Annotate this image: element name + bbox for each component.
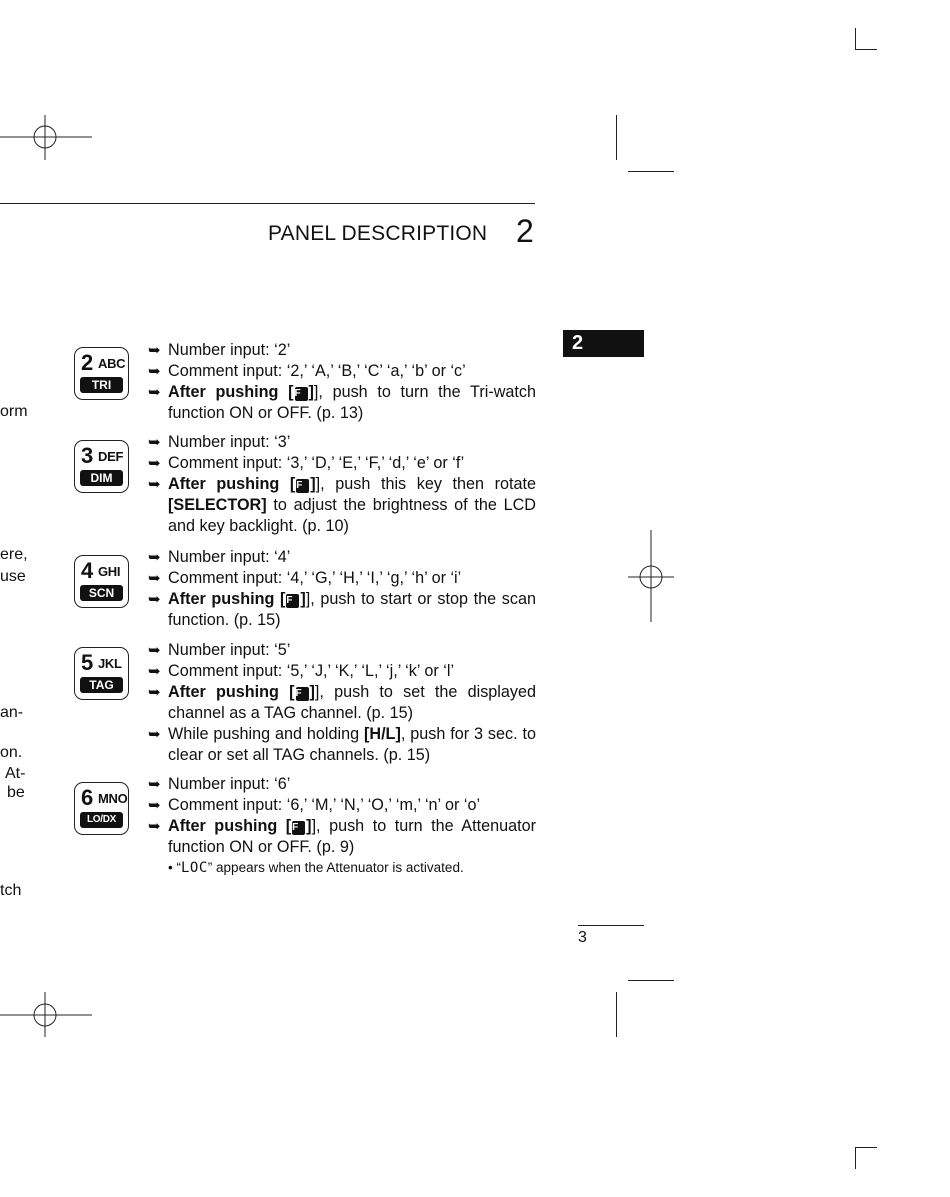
- crop-mark: [855, 49, 877, 50]
- list-item: ➥ After pushing [F ]], push to turn the Tri-watch function ON or OFF. (p. 13): [148, 383, 537, 422]
- crop-mark: [616, 115, 617, 160]
- arrow-bullet-icon: ➥: [148, 818, 161, 835]
- key-2-description: [148, 340, 536, 424]
- arrow-bullet-icon: ➥: [148, 549, 161, 566]
- left-page-fragment: be: [7, 784, 25, 801]
- list-item: ➥ Comment input: ‘4,’ ‘G,’ ‘H,’ ‘I,’ ‘g,’ ‘h’ or ‘i’: [148, 569, 462, 587]
- list-item: ➥ After pushing [F ]], push to set the displayed channel as a TAG channel. (p. 15): [148, 683, 536, 722]
- list-item: ➥ Comment input: ‘2,’ ‘A,’ ‘B,’ ‘C’ ‘a,’ ‘b’ or ‘c’: [148, 362, 466, 380]
- key-function-label: TAG: [80, 677, 123, 693]
- key-digit: 3: [81, 443, 93, 468]
- list-item: ➥ Number input: ‘5’: [148, 641, 291, 659]
- header-rule: [0, 203, 535, 204]
- key-6-description: [148, 774, 536, 878]
- arrow-bullet-icon: ➥: [148, 434, 161, 451]
- arrow-bullet-icon: ➥: [148, 663, 161, 680]
- list-item: ➥ While pushing and holding [H/L], push for 3 sec. to clear or set all TAG channels. (p. 15): [148, 725, 536, 764]
- key-function-label: SCN: [80, 585, 123, 601]
- page-title: PANEL DESCRIPTION: [268, 222, 488, 245]
- crop-mark: [616, 992, 617, 1037]
- key-5-jkl-tag: [74, 647, 129, 700]
- footer-rule: [578, 925, 644, 926]
- arrow-bullet-icon: ➥: [148, 342, 161, 359]
- left-page-fragment: an-: [0, 704, 24, 721]
- list-item: ➥ Number input: ‘3’: [148, 433, 291, 451]
- list-item: ➥ Comment input: ‘5,’ ‘J,’ ‘K,’ ‘L,’ ‘j,’ ‘k’ or ‘l’: [148, 662, 455, 680]
- arrow-bullet-icon: ➥: [148, 684, 161, 701]
- list-item: ➥ Number input: ‘4’: [148, 548, 291, 566]
- arrow-bullet-icon: ➥: [148, 776, 161, 793]
- key-function-label: LO/DX: [80, 812, 123, 828]
- registration-mark: [0, 115, 92, 160]
- f-key-icon: F: [286, 594, 299, 608]
- list-item: ➥ Comment input: ‘6,’ ‘M,’ ‘N,’ ‘O,’ ‘m,’ ‘n’ or ‘o’: [148, 796, 481, 814]
- arrow-bullet-icon: ➥: [148, 476, 161, 493]
- key-digit: 2: [81, 350, 93, 375]
- crop-mark: [855, 28, 856, 50]
- chapter-number: 2: [516, 213, 534, 249]
- list-item: ➥ After pushing [F ]], push to start or stop the scan function. (p. 15): [148, 590, 536, 629]
- registration-mark: [628, 530, 674, 622]
- arrow-bullet-icon: ➥: [148, 726, 161, 743]
- f-key-icon: F: [296, 479, 309, 493]
- chapter-tab: 2: [563, 330, 644, 357]
- arrow-bullet-icon: ➥: [148, 384, 161, 401]
- arrow-bullet-icon: ➥: [148, 455, 161, 472]
- left-page-fragment: tch: [0, 882, 22, 899]
- left-page-fragment: At-: [5, 765, 26, 782]
- attenuator-note: • “LOC” appears when the Attenuator is activated.: [168, 860, 464, 876]
- key-5-description: [148, 640, 536, 766]
- left-page-fragment: ere,: [0, 546, 28, 563]
- key-digit: 6: [81, 785, 93, 810]
- left-page-fragment: use: [0, 568, 26, 585]
- list-item: ➥ After pushing [F ]], push to turn the Attenuator function ON or OFF. (p. 9): [148, 817, 536, 856]
- list-item: ➥ After pushing [F ]], push this key then rotate [SELECTOR] to adjust the brightness of the LCD and key backlight. (p. 10): [148, 475, 536, 535]
- registration-mark: [0, 992, 92, 1037]
- crop-mark: [628, 980, 674, 981]
- page-number: 3: [578, 929, 587, 946]
- lcd-loc-indicator: LOC: [181, 860, 208, 876]
- arrow-bullet-icon: ➥: [148, 642, 161, 659]
- arrow-bullet-icon: ➥: [148, 363, 161, 380]
- key-letters: MNO: [98, 791, 128, 806]
- arrow-bullet-icon: ➥: [148, 570, 161, 587]
- key-6-mno-lodx: [74, 782, 129, 835]
- left-page-fragment: on.: [0, 744, 23, 761]
- key-2-abc-tri: [74, 347, 129, 400]
- arrow-bullet-icon: ➥: [148, 797, 161, 814]
- left-page-fragment: orm: [0, 403, 28, 420]
- list-item: ➥ Number input: ‘6’: [148, 775, 291, 793]
- list-item: ➥ Comment input: ‘3,’ ‘D,’ ‘E,’ ‘F,’ ‘d,’ ‘e’ or ‘f’: [148, 454, 465, 472]
- key-letters: DEF: [98, 449, 124, 464]
- key-4-ghi-scn: [74, 555, 129, 608]
- f-key-icon: F: [292, 821, 305, 835]
- key-4-description: [148, 547, 536, 631]
- key-digit: 4: [81, 558, 93, 583]
- key-letters: ABC: [98, 356, 126, 371]
- arrow-bullet-icon: ➥: [148, 591, 161, 608]
- f-key-icon: F: [296, 687, 309, 701]
- list-item: ➥ Number input: ‘2’: [148, 341, 291, 359]
- crop-mark: [628, 171, 674, 172]
- key-3-def-dim: [74, 440, 129, 493]
- key-function-label: TRI: [80, 377, 123, 393]
- key-letters: GHI: [98, 564, 121, 579]
- key-function-label: DIM: [80, 470, 123, 486]
- key-letters: JKL: [98, 656, 122, 671]
- f-key-icon: F: [295, 387, 308, 401]
- crop-mark: [855, 1147, 856, 1169]
- crop-mark: [855, 1147, 877, 1148]
- key-digit: 5: [81, 650, 93, 675]
- key-3-description: [148, 432, 536, 537]
